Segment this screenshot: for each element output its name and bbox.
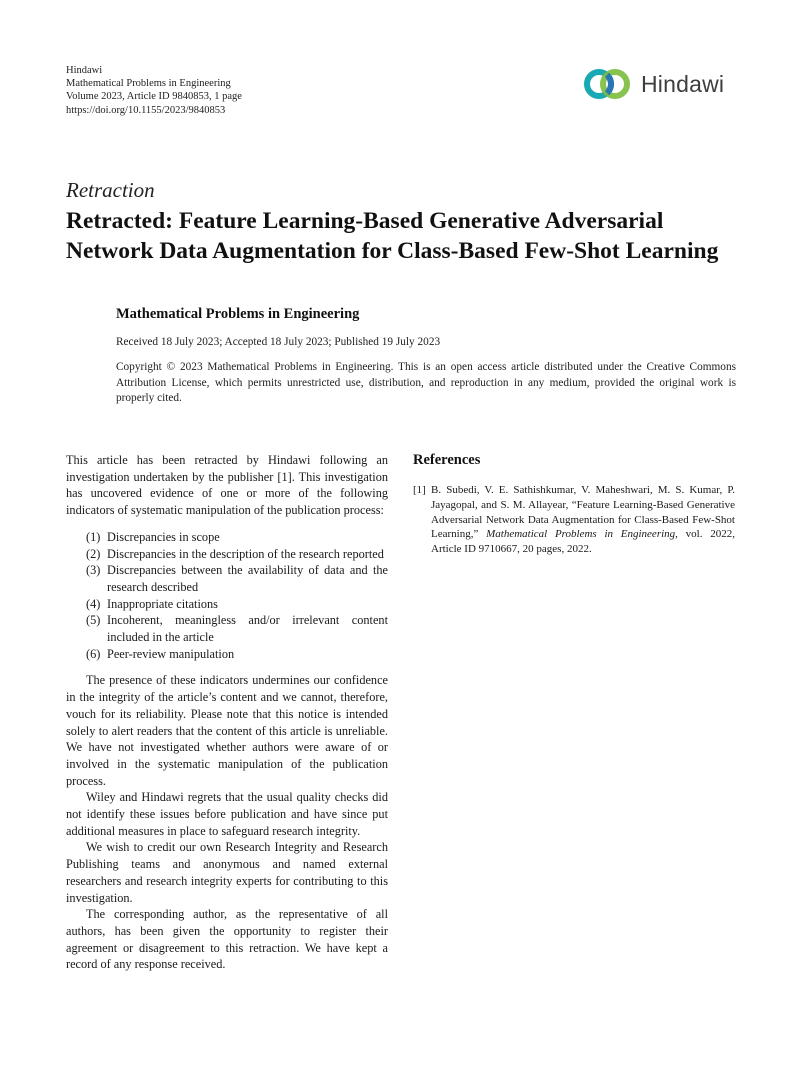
list-item [66, 596, 388, 613]
list-item-number: (2) [86, 546, 101, 561]
reference-journal: Mathematical Problems in Engineering [486, 528, 676, 541]
body-column [66, 452, 388, 973]
references-column [413, 452, 735, 557]
list-item [66, 546, 388, 563]
copyright-notice: Copyright © 2023 Mathematical Problems in Engineering. This is an open access article distributed under the Creative Commons Attribution License, which permits unrestricted use, distribution, and reproduction in any medium, provided the original work is properly cited. [116, 361, 736, 404]
list-item-text: Discrepancies between the availability of data and the research described [107, 563, 388, 594]
journal-heading: Mathematical Problems in Engineering [116, 306, 360, 322]
reference-item [413, 483, 735, 557]
masthead [66, 64, 242, 117]
title-line-1: Retracted: Feature Learning-Based Generative Adversarial [66, 208, 664, 234]
journal-name: Mathematical Problems in Engineering [66, 78, 231, 90]
body-paragraph-3: We wish to credit our own Research Integrity and Research Publishing teams and anonymous and named external researchers and research integrity experts for contributing to this investigation. [66, 840, 388, 905]
doi-link[interactable]: https://doi.org/10.1155/2023/9840853 [66, 104, 226, 116]
list-item-number: (6) [86, 646, 101, 661]
list-item [66, 562, 388, 595]
intro-paragraph: This article has been retracted by Hindawi following an investigation undertaken by the publisher [1]. This investigation has uncovered evidence of one or more of the following indicators of systematic manipulation of the publication process: [66, 453, 388, 518]
article-title [66, 206, 766, 266]
body-paragraph-2: Wiley and Hindawi regrets that the usual quality checks did not identify these issues before publication and have since put additional measures in place to safeguard research integrity. [66, 790, 388, 838]
list-item [66, 612, 388, 645]
logo-wordmark: Hindawi [641, 70, 725, 97]
reference-number: [1] [413, 484, 426, 496]
list-item-text: Peer-review manipulation [107, 646, 235, 661]
list-item-text: Discrepancies in scope [107, 529, 220, 544]
article-dates: Received 18 July 2023; Accepted 18 July 2023; Published 19 July 2023 [116, 336, 441, 348]
list-item-text: Inappropriate citations [107, 596, 218, 611]
indicator-list [66, 529, 388, 663]
list-item-number: (3) [86, 563, 101, 578]
list-item-text: Discrepancies in the description of the research reported [107, 546, 384, 561]
reference-details: , vol. 2022, Article ID 9710667, 20 pages, 2022. [431, 528, 735, 556]
list-item-number: (4) [86, 596, 101, 611]
title-line-2: Network Data Augmentation for Class-Based Few-Shot Learning [66, 238, 719, 264]
publisher-name: Hindawi [66, 65, 103, 76]
hindawi-logo[interactable] [583, 66, 724, 102]
list-item [66, 646, 388, 663]
hindawi-rings-icon [583, 66, 633, 102]
reference-citation: B. Subedi, V. E. Sathishkumar, V. Maheshwari, M. S. Kumar, P. Jayagopal, and S. M. Allayear, “Feature Learning-Based Generative Adversarial Network Data Augmentation for Class-Based Few-Shot Learning,” [431, 484, 735, 541]
volume-info: Volume 2023, Article ID 9840853, 1 page [66, 91, 242, 103]
body-paragraph-4: The corresponding author, as the representative of all authors, has been given the opportunity to register their agreement or disagreement to this retraction. We have kept a record of any response received. [66, 907, 388, 972]
references-heading: References [413, 452, 481, 468]
list-item-number: (1) [86, 529, 101, 544]
body-paragraph-1: The presence of these indicators undermines our confidence in the integrity of the article’s content and we cannot, therefore, vouch for its reliability. Please note that this notice is intended solely to alert readers that the content of this article is unreliable. We have not investigated whether authors were aware of or involved in the systematic manipulation of the publication process. [66, 673, 388, 788]
list-item-number: (5) [86, 613, 101, 628]
reference-text [431, 483, 735, 557]
list-item-text: Incoherent, meaningless and/or irrelevant content included in the article [107, 613, 388, 645]
article-type-label: Retraction [66, 178, 155, 202]
list-item [66, 529, 388, 546]
